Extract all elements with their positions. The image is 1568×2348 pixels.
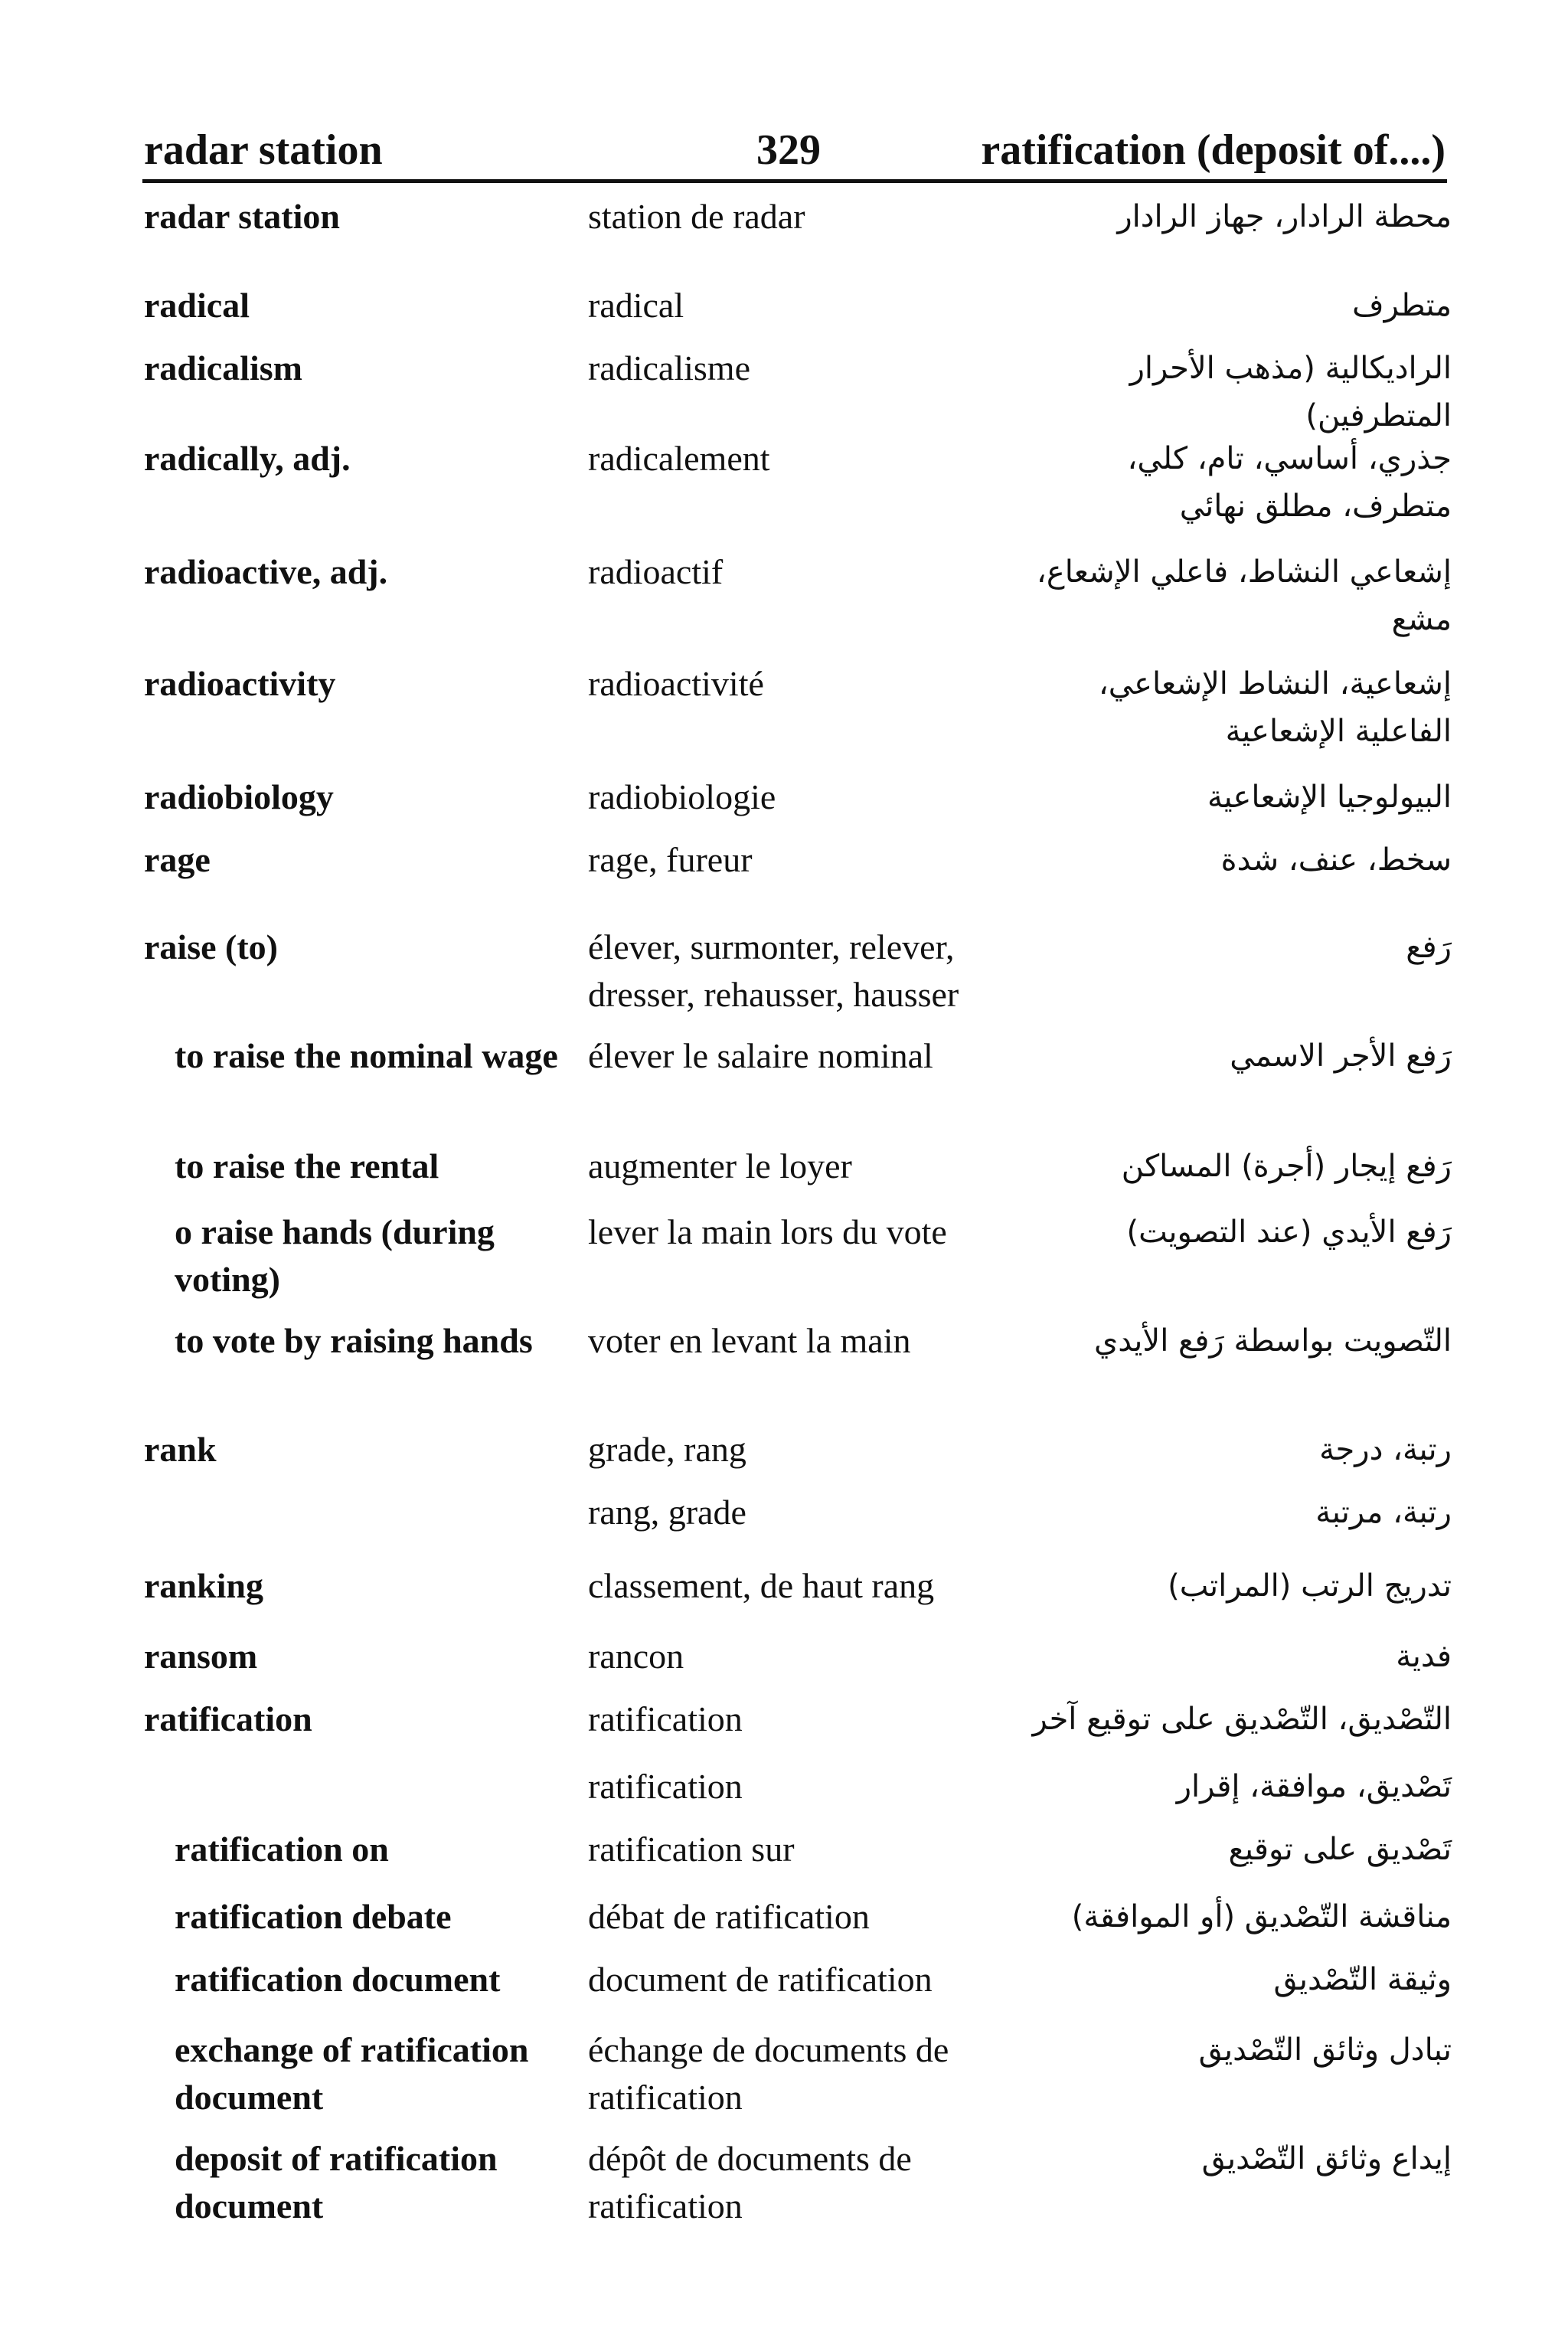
entry-arabic: محطة الرادار، جهاز الرادار xyxy=(1117,199,1452,234)
entry-english: ratification document xyxy=(175,1960,501,1999)
entry-english: deposit of ratification document xyxy=(175,2139,498,2225)
entry-arabic: تدريج الرتب (المراتب) xyxy=(1168,1568,1452,1604)
entry-english: rank xyxy=(144,1430,217,1469)
entry-arabic: تَصْديق، موافقة، إقرار xyxy=(1176,1769,1452,1804)
entry-french: radioactif xyxy=(588,552,724,591)
entry-arabic: البيولوجيا الإشعاعية xyxy=(1207,780,1452,815)
entry-french: document de ratification xyxy=(588,1960,933,1999)
entry-english: rage xyxy=(144,840,211,879)
entry-french: radioactivité xyxy=(588,664,764,703)
entry-arabic: سخط، عنف، شدة xyxy=(1220,842,1452,878)
entry-french: classement, de haut rang xyxy=(588,1566,935,1605)
entry-arabic: رتبة، مرتبة xyxy=(1315,1495,1452,1530)
entry-english: to raise the nominal wage xyxy=(175,1036,558,1075)
entry-french: rage, fureur xyxy=(588,840,753,879)
entry-arabic: رَفع xyxy=(1406,930,1452,965)
entry-french: station de radar xyxy=(588,197,805,236)
entry-english: ratification xyxy=(144,1699,312,1738)
entry-french: échange de documents de ratification xyxy=(588,2030,949,2117)
entry-english: to vote by raising hands xyxy=(175,1321,533,1360)
entry-arabic: رَفع الأيدي (عند التصويت) xyxy=(1126,1215,1452,1250)
entry-french: radicalisme xyxy=(588,348,751,388)
entry-french: élever, surmonter, relever, dresser, rehausser, hausser xyxy=(588,927,959,1014)
entry-french: dépôt de documents de ratification xyxy=(588,2139,912,2225)
entry-arabic: التّصويت بواسطة رَفع الأيدي xyxy=(1093,1323,1452,1359)
entry-arabic: متطرف xyxy=(1352,288,1452,323)
entry-arabic: إشعاعية، النشاط الإشعاعي، الفاعلية الإشعاعية xyxy=(1098,666,1452,749)
entry-french: lever la main lors du vote xyxy=(588,1212,947,1251)
entry-arabic: جذري، أساسي، تام، كلي، متطرف، مطلق نهائي xyxy=(1127,441,1452,524)
entry-english: ransom xyxy=(144,1637,258,1676)
entry-french: ratification sur xyxy=(588,1830,795,1869)
entry-arabic: مناقشة التّصْديق (أو الموافقة) xyxy=(1071,1899,1452,1934)
entry-english: radicalism xyxy=(144,348,302,388)
entry-french: rang, grade xyxy=(588,1493,746,1532)
entry-english: ratification on xyxy=(175,1830,389,1869)
entry-french: élever le salaire nominal xyxy=(588,1036,933,1075)
entry-arabic: إيداع وثائق التّصْديق xyxy=(1201,2141,1452,2176)
entry-french: radiobiologie xyxy=(588,777,776,816)
page-number: 329 xyxy=(756,126,821,174)
entry-english: radar station xyxy=(144,197,340,236)
entry-french: rancon xyxy=(588,1637,684,1676)
entry-french: radical xyxy=(588,286,684,325)
entry-arabic: فدية xyxy=(1396,1639,1452,1674)
header-left-guide-word: radar station xyxy=(144,126,383,174)
entry-english: radioactivity xyxy=(144,664,336,703)
entry-english: ratification debate xyxy=(175,1897,452,1936)
entry-french: augmenter le loyer xyxy=(588,1146,852,1185)
entry-english: raise (to) xyxy=(144,927,278,966)
header-right-guide-word: ratification (deposit of....) xyxy=(981,126,1446,174)
entry-english: exchange of ratification document xyxy=(175,2030,529,2117)
entry-french: voter en levant la main xyxy=(588,1321,911,1360)
entry-french: grade, rang xyxy=(588,1430,746,1469)
entry-english: radiobiology xyxy=(144,777,334,816)
entry-arabic: رتبة، درجة xyxy=(1319,1432,1452,1467)
entry-arabic: رَفع إيجار (أجرة) المساكن xyxy=(1121,1149,1452,1184)
entry-arabic: وثيقة التّصْديق xyxy=(1273,1962,1452,1997)
entry-english: ranking xyxy=(144,1566,263,1605)
entry-arabic: تَصْديق على توقيع xyxy=(1228,1832,1452,1867)
entry-french: ratification xyxy=(588,1767,743,1806)
entry-french: débat de ratification xyxy=(588,1897,870,1936)
entry-french: radicalement xyxy=(588,439,770,478)
entry-english: radioactive, adj. xyxy=(144,552,388,591)
entry-english: radical xyxy=(144,286,250,325)
entry-arabic: رَفع الأجر الاسمي xyxy=(1230,1038,1452,1074)
entry-arabic: الراديكالية (مذهب الأحرار المتطرفين) xyxy=(1129,351,1452,433)
entry-arabic: إشعاعي النشاط، فاعلي الإشعاع، مشع xyxy=(1036,554,1452,637)
entry-english: o raise hands (during voting) xyxy=(175,1212,495,1299)
entry-french: ratification xyxy=(588,1699,743,1738)
entry-arabic: التّصْديق، التّصْديق على توقيع آخر xyxy=(1032,1702,1452,1737)
entry-english: radically, adj. xyxy=(144,439,351,478)
running-header xyxy=(144,119,1446,181)
header-rule xyxy=(142,179,1447,183)
entry-arabic: تبادل وثائق التّصْديق xyxy=(1198,2032,1452,2068)
entry-english: to raise the rental xyxy=(175,1146,439,1185)
